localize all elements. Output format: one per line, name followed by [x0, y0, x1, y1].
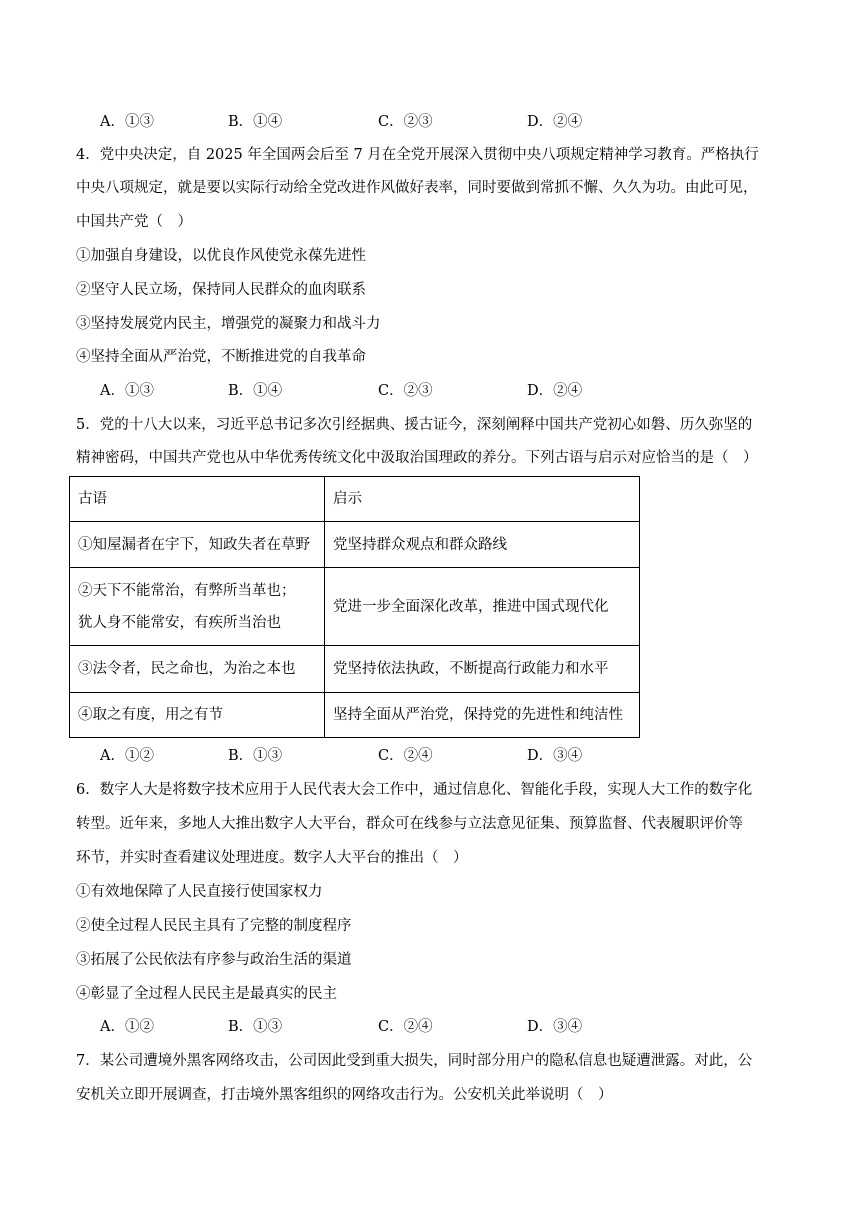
q7-stem-line-1: 7．某公司遭境外黑客网络攻击，公司因此受到重大损失，同时部分用户的隐私信息也疑遭泄露。对此，公: [76, 1053, 753, 1069]
q5-row-3-saying: ③法令者，民之命也，为治之本也: [70, 646, 325, 693]
q6-stem-line-1: 6．数字人大是将数字技术应用于人民代表大会工作中，通过信息化、智能化手段，实现人大工作的数字化: [76, 782, 753, 798]
q5-option-c[interactable]: C．②④: [378, 748, 433, 764]
q5-table-row-4: [70, 693, 640, 738]
q5-row-2-saying-line-2: 犹人身不能常安，有疾所当治也: [78, 614, 281, 631]
q6-option-d[interactable]: D．③④: [527, 1019, 583, 1035]
q3-option-c[interactable]: C．②③: [378, 114, 433, 130]
q6-stem-line-3: 环节，并实时查看建议处理进度。数字人大平台的推出（ ）: [76, 850, 468, 866]
q6-stem-line-2: 转型。近年来，多地人大推出数字人大平台，群众可在线参与立法意见征集、预算监督、代表履职评价等: [76, 816, 743, 832]
q4-statement-3: ③坚持发展党内民主，增强党的凝聚力和战斗力: [76, 316, 381, 332]
q5-row-3-insight: 党坚持依法执政，不断提高行政能力和水平: [325, 646, 640, 693]
q5-table-row-3: [70, 646, 640, 693]
q5-row-4-insight: 坚持全面从严治党，保持党的先进性和纯洁性: [325, 693, 640, 738]
q5-row-4-saying: ④取之有度，用之有节: [70, 693, 325, 738]
q6-option-a[interactable]: A．①②: [100, 1019, 154, 1035]
q6-option-b[interactable]: B．①③: [228, 1019, 283, 1035]
q5-row-2-saying-line-1: ②天下不能常治，有弊所当革也；: [78, 582, 296, 599]
q6-statement-2: ②使全过程人民民主具有了完整的制度程序: [76, 918, 352, 934]
q3-option-d[interactable]: D．②④: [527, 114, 583, 130]
q4-option-a[interactable]: A．①③: [100, 383, 154, 399]
q5-table-row-1: [70, 522, 640, 568]
q6-statement-1: ①有效地保障了人民直接行使国家权力: [76, 884, 323, 900]
q5-row-1-insight: 党坚持群众观点和群众路线: [325, 522, 640, 568]
q5-header-insight: 启示: [325, 477, 640, 522]
q5-header-saying: 古语: [70, 477, 325, 522]
q5-row-1-saying: ①知屋漏者在宇下，知政失者在草野: [70, 522, 325, 568]
q4-option-c[interactable]: C．②③: [378, 383, 433, 399]
q6-statement-4: ④彰显了全过程人民民主是最真实的民主: [76, 986, 337, 1002]
q5-option-d[interactable]: D．③④: [527, 748, 583, 764]
q4-statement-2: ②坚守人民立场，保持同人民群众的血肉联系: [76, 282, 366, 298]
q5-row-2-insight: 党进一步全面深化改革，推进中国式现代化: [325, 568, 640, 646]
q4-stem-line-2: 中央八项规定，就是要以实际行动给全党改进作风做好表率，同时要做到常抓不懈、久久为功。由此可见，: [76, 180, 758, 196]
q3-option-a[interactable]: A．①③: [100, 114, 154, 130]
q4-option-b[interactable]: B．①④: [228, 383, 283, 399]
q5-option-b[interactable]: B．①③: [228, 748, 283, 764]
q7-stem-line-2: 安机关立即开展调查，打击境外黑客组织的网络攻击行为。公安机关此举说明（ ）: [76, 1087, 613, 1103]
q6-statement-3: ③拓展了公民依法有序参与政治生活的渠道: [76, 952, 352, 968]
q5-row-2-saying: [70, 568, 325, 646]
q5-stem-line-2: 精神密码，中国共产党也从中华优秀传统文化中汲取治国理政的养分。下列古语与启示对应恰当的是（ ）: [76, 450, 758, 466]
q4-statement-4: ④坚持全面从严治党，不断推进党的自我革命: [76, 349, 366, 365]
q5-table-header-row: [70, 477, 640, 522]
q4-stem-line-3: 中国共产党（ ）: [76, 214, 192, 230]
q5-option-a[interactable]: A．①②: [100, 748, 154, 764]
q4-option-d[interactable]: D．②④: [527, 383, 583, 399]
q3-option-b[interactable]: B．①④: [228, 114, 283, 130]
q5-table: [69, 476, 640, 738]
q5-table-row-2: [70, 568, 640, 646]
q4-stem-line-1: 4．党中央决定，自 2025 年全国两会后至 7 月在全党开展深入贯彻中央八项规定精神学习教育。严格执行: [76, 147, 759, 163]
q6-option-c[interactable]: C．②④: [378, 1019, 433, 1035]
q5-stem-line-1: 5．党的十八大以来，习近平总书记多次引经据典、援古证今，深刻阐释中国共产党初心如磐、历久弥坚的: [76, 417, 753, 433]
q4-statement-1: ①加强自身建设，以优良作风使党永葆先进性: [76, 248, 366, 264]
